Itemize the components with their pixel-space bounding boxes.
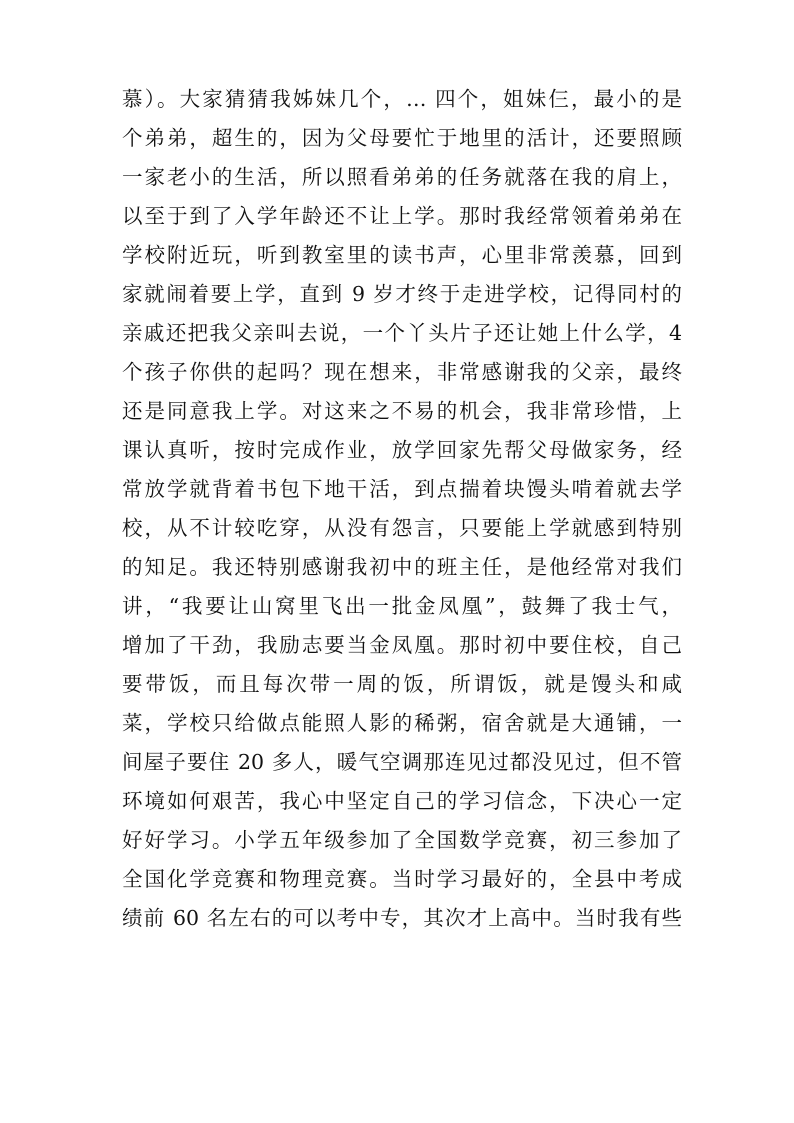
text-line-4: 以至于到了入学年龄还不让上学。那时我经常领着弟弟在 [122,204,682,228]
text-line-21: 全国化学竞赛和物理竞赛。当时学习最好的，全县中考成 [122,867,682,891]
text-line-11: 常放学就背着书包下地干活，到点揣着块馒头啃着就去学 [122,477,682,501]
body-paragraph [122,80,682,938]
text-line-16: 要带饭，而且每次带一周的饭，所谓饭，就是馒头和咸 [122,672,682,696]
text-line-8: 个孩子你供的起吗？现在想来，非常感谢我的父亲，最终 [122,360,682,384]
text-line-18: 间屋子要住 20 多人，暖气空调那连见过都没见过，但不管 [122,750,682,774]
text-line-15: 增加了干劲，我励志要当金凤凰。那时初中要住校，自己 [122,633,682,657]
text-line-5: 学校附近玩，听到教室里的读书声，心里非常羡慕，回到 [122,243,682,267]
text-line-3: 一家老小的生活，所以照看弟弟的任务就落在我的肩上， [122,165,682,189]
text-line-1: 慕）。大家猜猜我姊妹几个，… 四个，姐妹仨，最小的是 [122,87,682,111]
text-line-22: 绩前 60 名左右的可以考中专，其次才上高中。当时我有些 [122,906,682,930]
text-line-19: 环境如何艰苦，我心中坚定自己的学习信念，下决心一定 [122,789,682,813]
text-line-17: 菜，学校只给做点能照人影的稀粥，宿舍就是大通铺，一 [122,711,682,735]
text-line-6: 家就闹着要上学，直到 9 岁才终于走进学校，记得同村的 [122,282,682,306]
text-line-2: 个弟弟，超生的，因为父母要忙于地里的活计，还要照顾 [122,126,682,150]
text-line-20: 好好学习。小学五年级参加了全国数学竞赛，初三参加了 [122,828,682,852]
text-line-9: 还是同意我上学。对这来之不易的机会，我非常珍惜，上 [122,399,682,423]
text-line-14: 讲，“我要让山窝里飞出一批金凤凰”，鼓舞了我士气， [122,594,682,618]
text-line-10: 课认真听，按时完成作业，放学回家先帮父母做家务，经 [122,438,682,462]
text-line-13: 的知足。我还特别感谢我初中的班主任，是他经常对我们 [122,555,682,579]
text-line-7: 亲戚还把我父亲叫去说，一个丫头片子还让她上什么学，4 [122,321,682,345]
text-line-12: 校，从不计较吃穿，从没有怨言，只要能上学就感到特别 [122,516,682,540]
